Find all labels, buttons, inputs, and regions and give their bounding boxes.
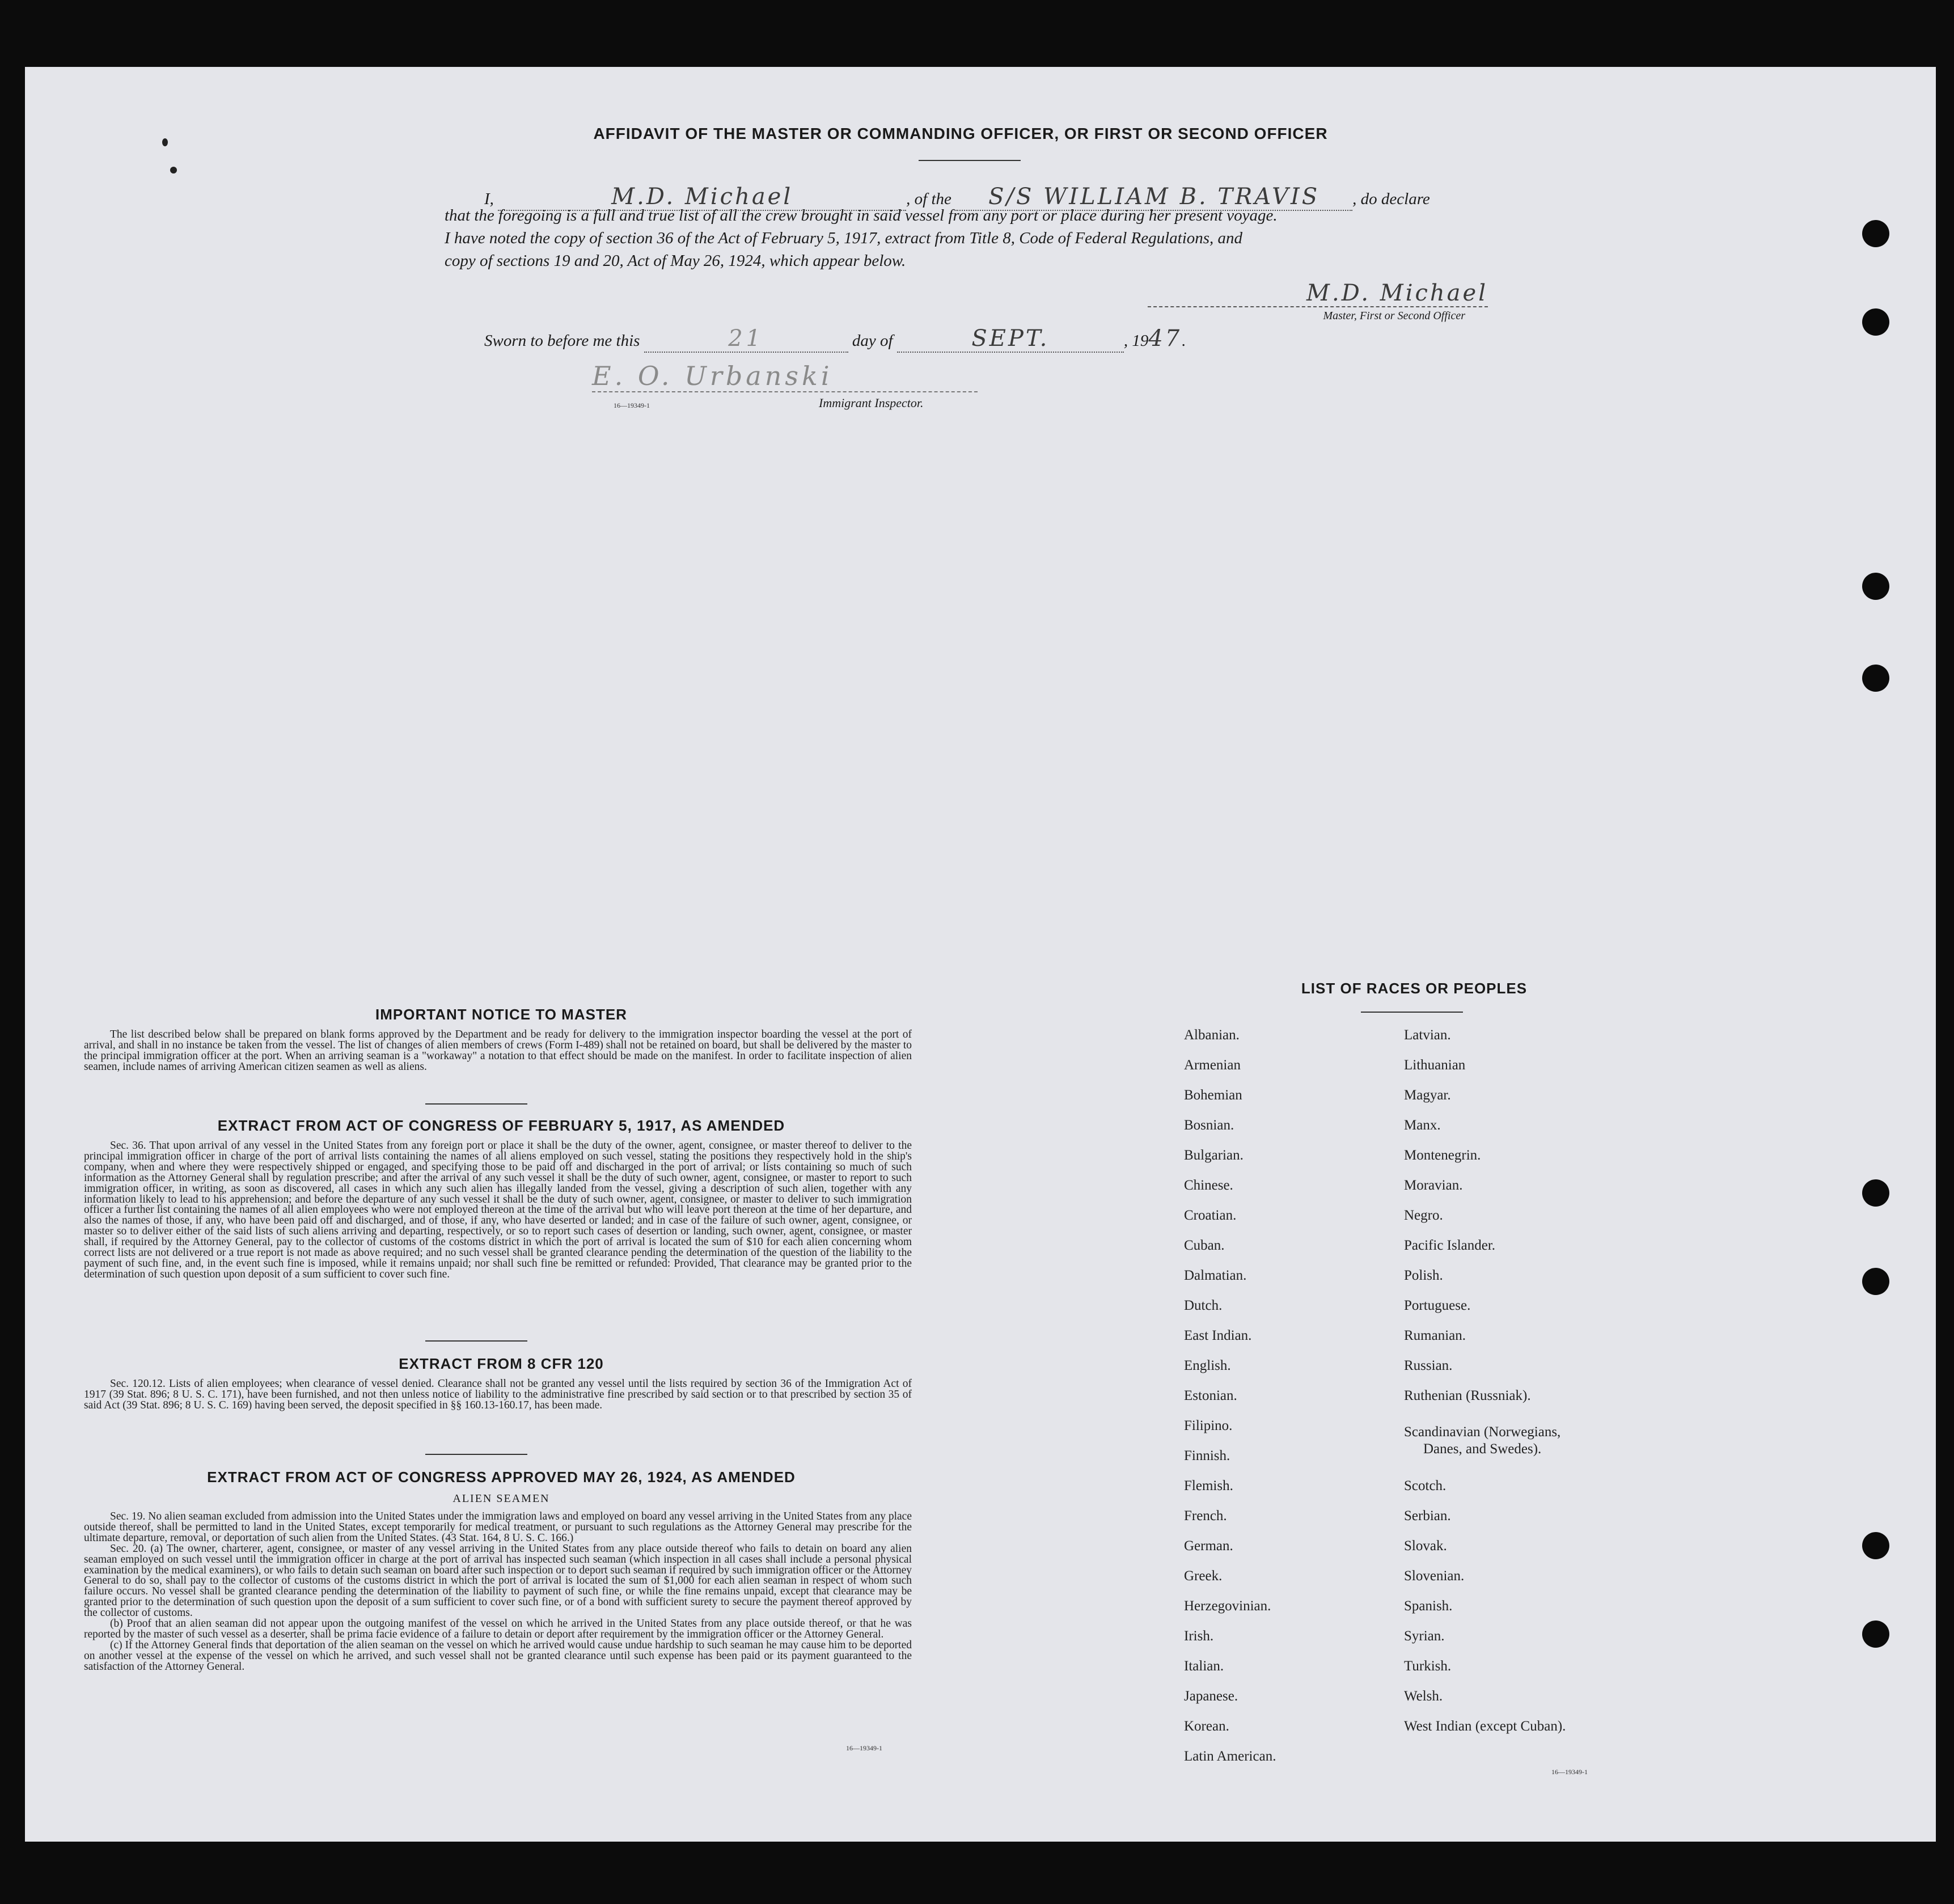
race-item: Irish.	[1184, 1628, 1214, 1644]
master-signature: M.D. Michael	[1306, 280, 1488, 306]
race-item: Magyar.	[1404, 1088, 1451, 1103]
race-item: Bohemian	[1184, 1088, 1242, 1103]
sworn-month-field	[897, 325, 1124, 353]
vessel-name-handwriting: S/S WILLIAM B. TRAVIS	[988, 184, 1320, 210]
master-signature-block	[1148, 280, 1499, 323]
race-item: Manx.	[1404, 1118, 1441, 1133]
punch-hole	[1862, 1620, 1889, 1648]
extract-8cfr-paragraph: Sec. 120.12. Lists of alien employees; when clearance of vessel denied. Clearance shall not be granted any vessel until the lists required by section 36 of the Immigration Act of 1917 (39 Stat. 896; 8 U. S. C. 171), have been furnished, and not then unless notice of liability to the administrative fine prescribed by said section or to that prescribed by section 35 of said Act (39 Stat. 896; 8 U. S. C. 169) having been served, the deposit specified in §§ 160.13-160.17, has been made.	[84, 1378, 912, 1411]
extract-form-number: 16—19349-1	[846, 1744, 882, 1752]
document-sheet	[25, 67, 1936, 1842]
sworn-line	[484, 325, 1186, 353]
race-item: Slovak.	[1404, 1538, 1447, 1554]
notice-title: IMPORTANT NOTICE TO MASTER	[375, 1006, 627, 1023]
race-item: Serbian.	[1404, 1508, 1451, 1524]
day-of-label: day of	[852, 332, 893, 350]
extract-1917-paragraph: Sec. 36. That upon arrival of any vessel in the United States from any foreign port or place it shall be the duty of the owner, agent, consignee, or master thereof to deliver to the principal immigration officer in charge of the port of arrival lists containing the names of all aliens employed on such vessel, stating the positions they respectively hold in the ship's company, when and where they were respectively shipped or engaged, and specifying those to be paid off and discharged in the port of arrival; or lists containing so much of such information as the Attorney General shall by regulation prescribe; and after the arrival of any such vessel it shall be the duty of such owner, agent, consignee, or master to report to such immigration officer, in writing, as soon as discovered, all cases in which any such alien has illegally landed from the vessel, giving a description of such alien, together with any information likely to lead to his apprehension; and before the departure of any such vessel it shall be the duty of such owner, agent, consignee, or master to deliver to such immigration officer a further list containing the names of all alien employees who were not employed thereon at the time of the arrival but who will leave port thereon at the time of her departure, and also the names of those, if any, who have been paid off and discharged, and of those, if any, who have deserted or landed; and in case of the failure of such owner, agent, consignee, or master so to deliver either of the said lists of such aliens arriving and departing, respectively, or so to report such cases of desertion or landing, such owner, agent, consignee, or master shall, if required by the Attorney General, pay to the collector of customs of the costoms district in which the port of arrival is located the sum of $10 for each alien concerning whom correct lists are not delivered or a true report is not made as above required; and no such vessel shall be granted clearance pending the determination of the question of the liability to the payment of such fine, and, in the event such fine is imposed, while it remains unpaid; nor shall such fine be remitted or refunded: Provided, That clearance may be granted prior to the determination of such question upon deposit of a sum sufficient to cover such fine.	[84, 1140, 912, 1280]
race-item: Slovenian.	[1404, 1568, 1465, 1584]
race-item: Polish.	[1404, 1268, 1443, 1283]
extract-1917-text	[84, 1141, 912, 1280]
race-item: Croatian.	[1184, 1208, 1237, 1223]
race-item: Cuban.	[1184, 1238, 1225, 1253]
extract-1924-title: EXTRACT FROM ACT OF CONGRESS APPROVED MAY 26, 1924, AS AMENDED	[207, 1469, 796, 1486]
race-item: Dalmatian.	[1184, 1268, 1247, 1283]
race-item: Estonian.	[1184, 1388, 1237, 1403]
year-suffix: .	[1182, 332, 1186, 350]
extract-8cfr-text	[84, 1379, 912, 1411]
race-item: Filipino.	[1184, 1418, 1233, 1433]
extract-1924-text	[84, 1512, 912, 1673]
year-handwriting: 47	[1148, 325, 1182, 352]
section-rule	[425, 1454, 527, 1455]
race-item: Negro.	[1404, 1208, 1443, 1223]
sec20c-paragraph: (c) If the Attorney General finds that deportation of the alien seaman on the vessel on which he arrived would cause undue hardship to such seaman he may cause him to be deported on another vessel at the expense of the vessel on which he arrived, and such vessel shall not be granted clearance until such expense has been paid or its payment guaranteed to the satisfaction of the Attorney General.	[84, 1639, 912, 1673]
race-item: Rumanian.	[1404, 1328, 1466, 1343]
ink-speck	[162, 138, 168, 146]
affidavit-title: AFFIDAVIT OF THE MASTER OR COMMANDING OFFICER, OR FIRST OR SECOND OFFICER	[593, 125, 1328, 142]
races-title: LIST OF RACES OR PEOPLES	[1301, 980, 1528, 997]
race-item: Syrian.	[1404, 1628, 1445, 1644]
notice-text	[84, 1030, 912, 1073]
race-item: Russian.	[1404, 1358, 1453, 1373]
section-rule	[425, 1103, 527, 1105]
affidavit-form-number: 16—19349-1	[614, 401, 650, 409]
race-item: Latin American.	[1184, 1749, 1276, 1764]
race-item: Lithuanian	[1404, 1057, 1466, 1073]
race-item: Latvian.	[1404, 1027, 1451, 1043]
sec20b-paragraph: (b) Proof that an alien seaman did not appear upon the outgoing manifest of the vessel on which he arrived in the United States from any place outside thereof, or that he was reported by the master of such vessel as a deserter, shall be prima facie evidence of a failure to detain or deport after requirement by the immigration officer or the Attorney General.	[84, 1618, 912, 1640]
title-rule	[919, 160, 1021, 161]
punch-hole	[1862, 220, 1889, 247]
race-item: Scotch.	[1404, 1478, 1447, 1493]
notice-paragraph: The list described below shall be prepared on blank forms approved by the Department and be ready for delivery to the immigration inspector boarding the vessel at the port of arrival, and shall in no instance be taken from the vessel. The list of changes of alien members of crews (Form I-489) shall not be retained on board, but shall be delivered by the master to the principal immigration officer at the port. When an arriving seaman is a "workaway" a notation to that effect should be made on the manifest. In order to facilitate inspection of alien seamen, include names of arriving American citizen seamen as well as aliens.	[84, 1029, 912, 1073]
affidavit-line-3: I have noted the copy of section 36 of the Act of February 5, 1917, extract from Title 8, Code of Federal Regulations, and	[445, 229, 1243, 247]
race-item: Flemish.	[1184, 1478, 1233, 1493]
race-item: German.	[1184, 1538, 1233, 1554]
sworn-label: Sworn to before me this	[484, 332, 640, 350]
race-item: Armenian	[1184, 1057, 1241, 1073]
race-item: French.	[1184, 1508, 1227, 1524]
punch-hole	[1862, 1268, 1889, 1295]
race-item: Chinese.	[1184, 1178, 1233, 1193]
of-the-label: , of the	[906, 190, 951, 208]
race-item: Danes, and Swedes).	[1423, 1441, 1542, 1457]
race-item: Finnish.	[1184, 1448, 1230, 1463]
sec20a-paragraph: Sec. 20. (a) The owner, charterer, agent, consignee, or master of any vessel arriving in the United States from any place outside thereof who fails to detain on board any alien seaman employed on such vessel until the immigration officer in charge at the port of arrival has inspected such seaman (which inspection in all cases shall include a personal physical examination by the medical examiners), or who fails to detain such seaman on board after such inspection or to deport such seaman if required by such immigration officer or the Attorney General to do so, shall pay to the collector of customs of the customs district in which the port of arrival is located the sum of $1,000 for each alien seaman in respect of whom such failure occurs. No vessel shall be granted clearance pending the determination of the liability to payment of such fine, or while the fine remains unpaid, except that clearance may be granted prior to the determination of such question upon the deposit of a sum sufficient to cover such fine, or of a bond with sufficient surety to secure the payment thereof approved by the collector of customs.	[84, 1542, 912, 1619]
sworn-month-handwriting: SEPT.	[971, 325, 1050, 352]
race-item: West Indian (except Cuban).	[1404, 1719, 1566, 1734]
race-item: Korean.	[1184, 1719, 1229, 1734]
master-signature-line	[1148, 280, 1488, 307]
punch-hole	[1862, 1532, 1889, 1559]
i-label: I,	[484, 190, 494, 208]
races-form-number: 16—19349-1	[1551, 1768, 1588, 1776]
race-item: Herzegovinian.	[1184, 1598, 1271, 1614]
race-item: Pacific Islander.	[1404, 1238, 1496, 1253]
extract-1924-subtitle: ALIEN SEAMEN	[452, 1492, 550, 1505]
sec19-paragraph: Sec. 19. No alien seaman excluded from admission into the United States under the immigration laws and employed on board any vessel arriving in the United States from any place outside thereof, shall be permitted to land in the United States, except temporarily for medical treatment, or pursuant to such regulations as the Attorney General may prescribe for the ultimate departure, removal, or deportation of such alien from the United States. (43 Stat. 164, 8 U. S. C. 166.)	[84, 1510, 912, 1544]
punch-hole	[1862, 308, 1889, 336]
race-item: Turkish.	[1404, 1658, 1452, 1674]
race-item: Japanese.	[1184, 1689, 1238, 1704]
master-label: Master, First or Second Officer	[1323, 310, 1465, 322]
race-item: Scandinavian (Norwegians,	[1404, 1424, 1561, 1440]
inspector-signature: E. O. Urbanski	[592, 361, 833, 391]
race-item: Welsh.	[1404, 1689, 1443, 1704]
races-title-rule	[1361, 1012, 1463, 1013]
extract-8cfr-title: EXTRACT FROM 8 CFR 120	[399, 1355, 604, 1372]
race-item: Albanian.	[1184, 1027, 1240, 1043]
race-item: Bulgarian.	[1184, 1148, 1244, 1163]
inspector-signature-line	[592, 361, 978, 392]
ink-speck	[170, 167, 177, 174]
race-item: Dutch.	[1184, 1298, 1223, 1313]
race-item: Portuguese.	[1404, 1298, 1471, 1313]
race-item: Montenegrin.	[1404, 1148, 1481, 1163]
section-rule	[425, 1340, 527, 1342]
punch-hole	[1862, 665, 1889, 692]
race-item: Spanish.	[1404, 1598, 1453, 1614]
do-declare-label: , do declare	[1352, 190, 1430, 208]
affidavit-line-2: that the foregoing is a full and true list of all the crew brought in said vessel from any port or place during her present voyage.	[445, 206, 1278, 225]
race-item: East Indian.	[1184, 1328, 1252, 1343]
race-item: Bosnian.	[1184, 1118, 1234, 1133]
year-prefix: , 19	[1123, 332, 1149, 350]
inspector-label: Immigrant Inspector.	[819, 396, 924, 410]
affidavit-line-4: copy of sections 19 and 20, Act of May 26, 1924, which appear below.	[445, 252, 906, 270]
race-item: Ruthenian (Russniak).	[1404, 1388, 1531, 1403]
race-item: Greek.	[1184, 1568, 1223, 1584]
race-item: Italian.	[1184, 1658, 1224, 1674]
inspector-signature-block	[592, 361, 978, 392]
sworn-day-field	[644, 325, 848, 353]
sworn-day-handwriting: 21	[728, 325, 764, 352]
punch-hole	[1862, 1179, 1889, 1207]
master-name-handwriting: M.D. Michael	[611, 184, 793, 210]
race-item: English.	[1184, 1358, 1231, 1373]
extract-1917-title: EXTRACT FROM ACT OF CONGRESS OF FEBRUARY 5, 1917, AS AMENDED	[217, 1117, 785, 1134]
punch-hole	[1862, 573, 1889, 600]
race-item: Moravian.	[1404, 1178, 1463, 1193]
